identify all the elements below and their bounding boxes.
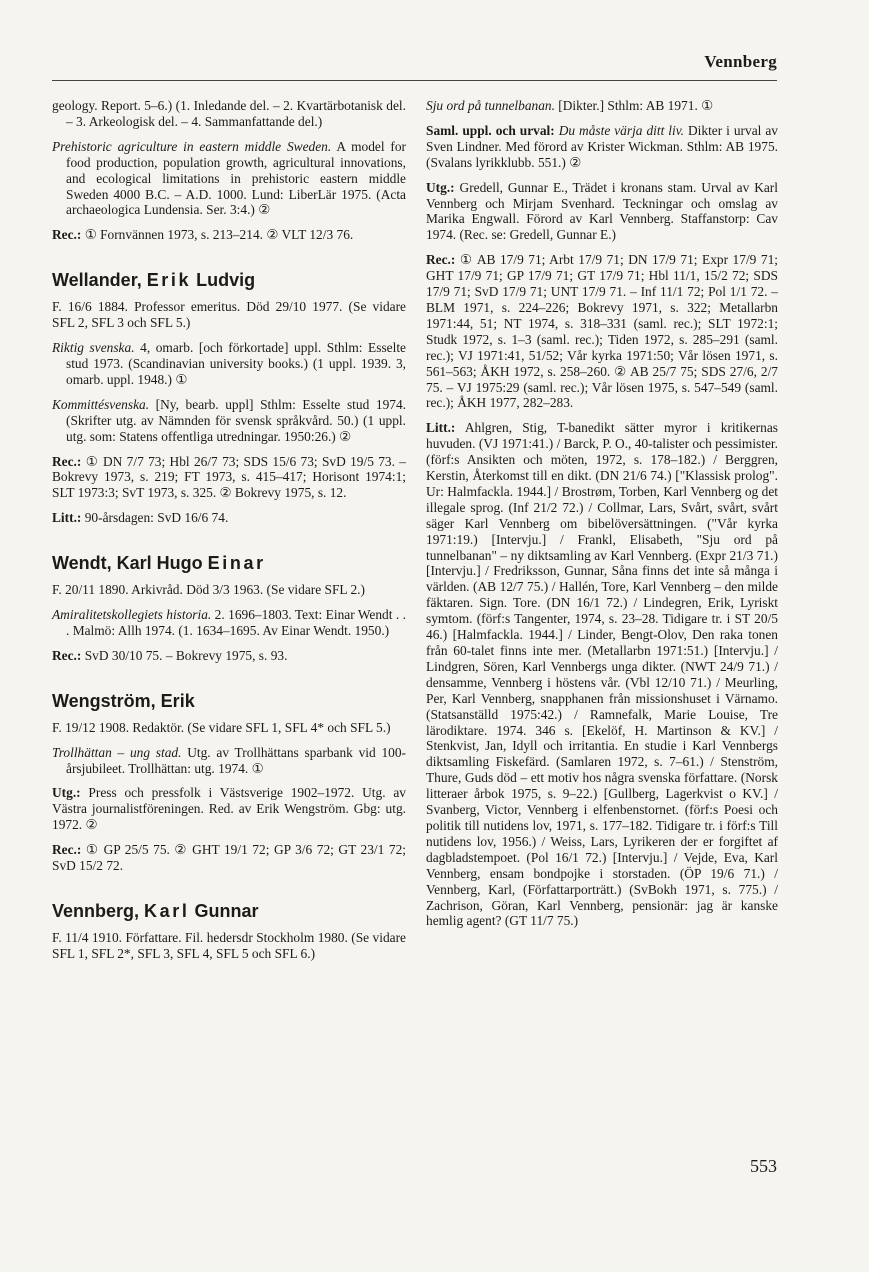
rec-text: ① GP 25/5 75. ② GHT 19/1 72; GP 3/6 72; GT 23/1 72; SvD 15/2 72. — [52, 842, 406, 874]
work-prehistoric-agriculture — [52, 139, 406, 219]
utg-label: Utg.: — [52, 785, 81, 801]
rec-text: ① DN 7/7 73; Hbl 26/7 73; SDS 15/6 73; SvD 19/5 73. – Bokrevy 1973, s. 219; FT 1973, s. 415–417; Horisont 1974:1; SLT 1973:3; SvT 1973, s. 325. ② Bokrevy 1975, s. 12. — [52, 453, 406, 501]
work-title: Amiralitetskollegiets historia. — [52, 607, 212, 623]
work-title: Kommittésvenska. — [52, 396, 150, 412]
right-column — [426, 98, 778, 938]
saml-label: Saml. uppl. och urval: — [426, 122, 555, 138]
litt-text: 90-årsdagen: SvD 16/6 74. — [81, 510, 229, 526]
rec-label: Rec.: — [52, 227, 82, 243]
work-trollhattan — [52, 745, 406, 777]
header-rule — [52, 80, 777, 81]
work-details: Dikter i urval av Sven Lindner. Med förord av Krister Wickman. Sthlm: AB 1975. (Svalans lyrikklubb. 551.) ② — [426, 122, 778, 170]
utg-text: Gredell, Gunnar E., Trädet i kronans stam. Urval av Karl Vennberg och Mirjam Svenhard. Teckningar och omslag av Marika Engwall. Förord av Karl Vennberg. Staffanstorp: Cav 1974. (Rec. se: Gredell, Gunnar E.) — [426, 179, 778, 243]
continued-entry-geology: geology. Report. 5–6.) (1. Inledande del. – 2. Kvartärbotanisk del. – 3. Arkeologisk del. – 4. Sammanfattande del.) — [52, 98, 406, 129]
reviews-wellander — [52, 454, 406, 502]
reviews-vennberg — [426, 252, 778, 411]
work-title: Riktig svenska. — [52, 340, 135, 356]
work-title: Prehistoric agriculture in eastern middle Sweden. — [52, 138, 332, 154]
work-details: 2. 1696–1803. Text: Einar Wendt . . . Malmö: Allh 1974. (1. 1634–1695. Av Einar Wendt. 1950.) — [66, 607, 406, 638]
work-title: Trollhättan – ung stad. — [52, 744, 182, 760]
utg-text: Press och pressfolk i Västsverige 1902–1972. Utg. av Västra journalistföreningen. Red. av Erik Wengström. Gbg: utg. 1972. ② — [52, 785, 406, 833]
rec-label: Rec.: — [426, 252, 456, 268]
work-riktig-svenska — [52, 340, 406, 388]
work-amiralitetskollegiets-historia — [52, 607, 406, 639]
work-details: [Ny, bearb. uppl] Sthlm: Esselte stud 1974. (Skrifter utg. av Nämnden för svensk språkvård. 50.) (1 uppl. utg. som: Statens offentliga utredningar. 1950:26.) ② — [66, 396, 406, 444]
edited-vennberg — [426, 180, 778, 244]
work-details: A model for food production, population growth, agricultural innovations, and ecological limitations in prehistoric eastern middle Sweden 4000 B.C. – A.D. 1000. Lund: LiberLär 1975. (Acta archaeologica Lundensia. Ser. 3:4.) ② — [66, 138, 406, 218]
rec-text: ① Fornvännen 1973, s. 213–214. ② VLT 12/3 76. — [81, 227, 354, 243]
work-title: Sju ord på tunnelbanan. — [426, 98, 555, 113]
work-details: [Dikter.] Sthlm: AB 1971. ① — [554, 98, 714, 113]
reviews-prehistoric — [52, 227, 406, 243]
heading-vennberg: Vennberg, Karl Gunnar — [52, 901, 259, 921]
bio-wendt: F. 20/11 1890. Arkivråd. Död 3/3 1963. (Se vidare SFL 2.) — [52, 582, 365, 598]
work-sju-ord-pa-tunnelbanan — [426, 98, 778, 114]
rec-text: ① AB 17/9 71; Arbt 17/9 71; DN 17/9 71; Expr 17/9 71; GHT 17/9 71; GP 17/9 71; GT 17/9 71; Hbl 11/1, 15/2 72; SDS 17/9 71; SvD 17/9 71; UNT 17/9 71. – Inf 11/1 72; Pol 1/1 72. – BLM 1971, s. 224–226; Bokrevy 1971, s. 322; Metallarbn 1971:44, 51; NT 1974, s. 318–331 (saml. rec.); SLT 1972:1; Studk 1972, s. 1–3 (saml. rec.); Tiden 1972, s. 285–291 (saml. rec.); VJ 1971:41, 51/52; Vår kyrka 1971:50; Vår lösen 1971, s. 561–563; ÅKH 1972, s. 258–260. ② AB 25/7 75; SDS 27/6, 2/7 75. – VJ 1975:29 (saml. rec.); Vår lösen 1975, s. 547–549 (saml. rec.); ÅKH 1977, 282–283. — [426, 252, 778, 411]
litt-label: Litt.: — [52, 510, 82, 526]
running-head: Vennberg — [704, 52, 777, 71]
utg-label: Utg.: — [426, 179, 455, 195]
work-details: 4, omarb. [och förkortade] uppl. Sthlm: Esselte stud 1973. (Scandinavian university books.) (1 uppl. 1939. 3, omarb. uppl. 1948.) ① — [66, 340, 406, 387]
page-number: 553 — [750, 1156, 777, 1176]
work-details: Utg. av Trollhättans sparbank vid 100-årsjubileet. Trollhättan: utg. 1974. ① — [66, 744, 406, 776]
literature-vennberg — [426, 420, 778, 929]
litt-label: Litt.: — [426, 420, 456, 436]
reviews-wendt — [52, 648, 406, 664]
work-kommittesvenska — [52, 397, 406, 445]
rec-label: Rec.: — [52, 453, 82, 469]
bio-wellander: F. 16/6 1884. Professor emeritus. Död 29/10 1977. (Se vidare SFL 2, SFL 3 och SFL 5.) — [52, 299, 406, 331]
heading-wellander: Wellander, Erik Ludvig — [52, 270, 256, 291]
bio-vennberg: F. 11/4 1910. Författare. Fil. hedersdr Stockholm 1980. (Se vidare SFL 1, SFL 2*, SFL 3, SFL 4, SFL 5 och SFL 6.) — [52, 930, 406, 961]
reviews-wengstrom — [52, 842, 406, 874]
heading-wengstrom: Wengström, Erik — [52, 690, 195, 711]
heading-wendt: Wendt, Karl Hugo Einar — [52, 553, 266, 574]
edited-wengstrom — [52, 785, 406, 833]
literature-wellander — [52, 510, 406, 526]
litt-text: Ahlgren, Stig, T-banedikt sätter myror i kritikernas huvuden. (VJ 1971:41.) / Barck, P. O., 40-talister och pessimister. (förf:s Ansikten och möten, 1972, s. 178–182.) / Berggren, Kerstin, Återkomst till en dikt. (DN 21/6 74.) ["Klassisk prolog". Ur: Halmfackla. 1944.] / Brostrøm, Torben, Karl Vennberg og det illegale sprog. (Inf 21/2 72.) / Collmar, Lars, Svårt, svårt, svårt säger Karl Vennberg om bibelöversättningen. ("Vår kyrka 1971:19.) [Intervju.] / Frankl, Elisabeth, "Sju ord på tunnelbanan" – ny diktsamling av Karl Vennberg. (Expr 21/3 71.) [Intervju.] / Fredriksson, Gunnar, Såna finns det inte så många i världen. (AB 12/7 75.) / Hallén, Tore, Karl Vennberg – den milde fäktaren. Sign. Tore. (DN 16/1 72.) / Lindegren, Erik, Lyriskt symtom. (förf:s Tangenter, 1974, s. 23–28. Tidigare tr. i ST 20/5 46.) [Halmfackla. 1944.] / Linder, Bengt-Olov, Den raka tonen från 60-talet finns inte mer. (Metallarbn 1971:51.) [Intervju.] / Lindgren, Sören, Karl Vennbergs unga dikter. (NWT 24/9 71.) / densamme, Vennberg i höstens vår. (Vbl 12/10 71.) / Meurling, Per, Karl Vennberg, snapphanen från missionshuset i Värnamo. (Statsanställd 1975:42.) / Ramnefalk, Marie Louise, Tre lärodiktare. 1974. 346 s. [Ekelöf, H. Martinson & KV.] / Stenkvist, Jan, Idyll och irritantia. En studie i Karl Vennbergs diktsamling Fiskefärd. (Samlaren 1972, s. 7–61.) / Stenström, Thure, Guds död – ett motiv hos några svenska författare. (Norsk litteraer årbok 1975, s. 9–22.) [Gullberg, Lagerkvist o KV.] / Svanberg, Victor, Vennberg i elfenbenstornet. (förf:s Poesi och politik till nutidens lov, 1971, s. 177–182. Tidigare tr. i förf:s Till nutidens lov, 1956.) / Weiss, Lars, Lyrikeren der er forgiftet af dagbladstempoet. (Pol 16/1 72.) [Intervju.] / Vejde, Eva, Karl Vennberg, ensam bondpojke i storstaden. (ÖP 19/6 71.) / Vennberg, Karl, (Författarporträtt.) (SvBokh 1971, s. 775.) / Zachrison, Göran, Karl Vennberg, pensionär: jag är kanske hemlig agent? (GT 11/7 75.) — [426, 420, 778, 929]
work-title: Du måste värja ditt liv. — [554, 122, 685, 138]
bio-wengstrom: F. 19/12 1908. Redaktör. (Se vidare SFL 1, SFL 4* och SFL 5.) — [52, 719, 391, 735]
left-column — [52, 98, 406, 971]
rec-label: Rec.: — [52, 647, 82, 663]
rec-text: SvD 30/10 75. – Bokrevy 1975, s. 93. — [81, 647, 288, 663]
rec-label: Rec.: — [52, 842, 82, 858]
collected-editions — [426, 123, 778, 171]
